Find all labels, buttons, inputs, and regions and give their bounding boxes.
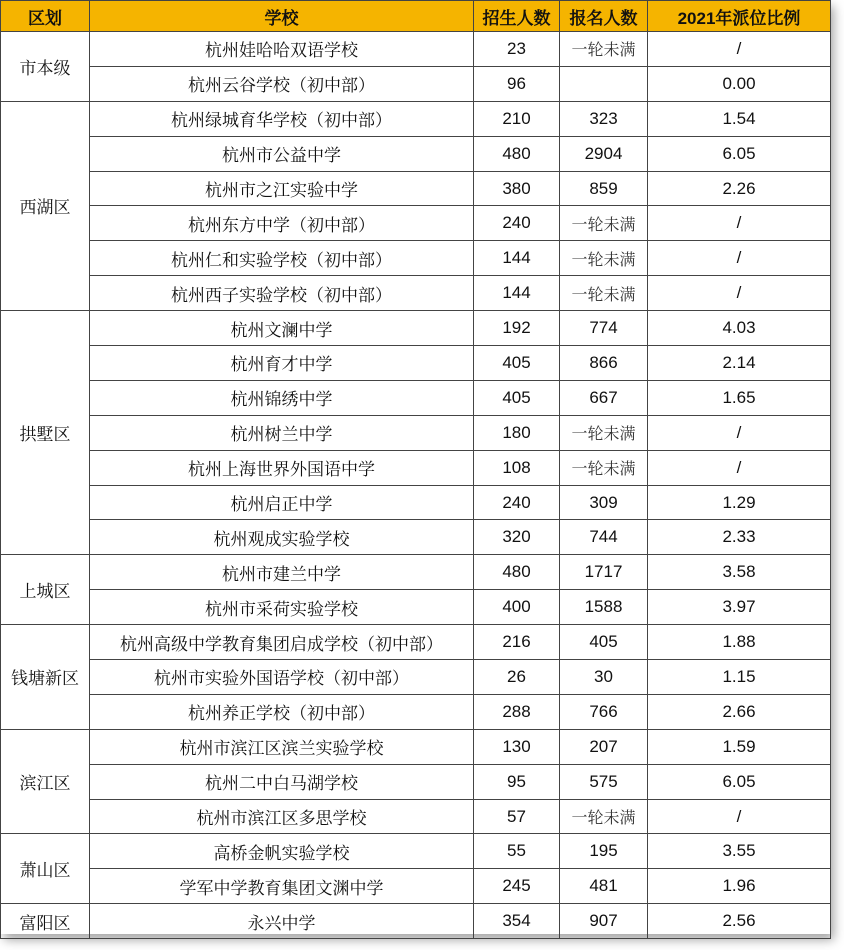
table-row [1,450,831,485]
applicants-cell: 一轮未满 [560,206,648,241]
school-cell: 永兴中学 [90,904,474,939]
table-row [1,590,831,625]
ratio-cell: 3.97 [648,590,831,625]
ratio-cell: 1.15 [648,660,831,695]
applicants-cell: 207 [560,729,648,764]
header-applicants: 报名人数 [560,1,648,32]
ratio-cell: / [648,241,831,276]
applicants-cell: 744 [560,520,648,555]
quota-cell: 240 [474,485,560,520]
table-row [1,136,831,171]
ratio-cell: 1.96 [648,869,831,904]
quota-cell: 210 [474,101,560,136]
table-row [1,625,831,660]
ratio-cell: 2.26 [648,171,831,206]
header-row [1,1,831,32]
quota-cell: 354 [474,904,560,939]
applicants-cell: 774 [560,311,648,346]
school-cell: 杭州二中白马湖学校 [90,764,474,799]
applicants-cell: 323 [560,101,648,136]
applicants-cell: 575 [560,764,648,799]
table-row [1,241,831,276]
ratio-cell: / [648,32,831,67]
school-cell: 杭州绿城育华学校（初中部） [90,101,474,136]
quota-cell: 144 [474,276,560,311]
ratio-cell: / [648,206,831,241]
quota-cell: 95 [474,764,560,799]
district-cell: 上城区 [1,555,90,625]
district-cell: 市本级 [1,32,90,102]
district-cell: 拱墅区 [1,311,90,555]
applicants-cell: 1717 [560,555,648,590]
table-row [1,834,831,869]
ratio-cell: 2.56 [648,904,831,939]
school-cell: 杭州文澜中学 [90,311,474,346]
school-cell: 杭州娃哈哈双语学校 [90,32,474,67]
quota-cell: 480 [474,555,560,590]
applicants-cell: 一轮未满 [560,799,648,834]
table-row [1,729,831,764]
quota-cell: 405 [474,380,560,415]
ratio-cell: 2.14 [648,346,831,381]
quota-cell: 57 [474,799,560,834]
applicants-cell: 309 [560,485,648,520]
table-row [1,660,831,695]
table-row [1,485,831,520]
school-cell: 杭州观成实验学校 [90,520,474,555]
applicants-cell: 766 [560,694,648,729]
quota-cell: 23 [474,32,560,67]
table-row [1,904,831,939]
school-cell: 杭州高级中学教育集团启成学校（初中部） [90,625,474,660]
school-cell: 杭州锦绣中学 [90,380,474,415]
quota-cell: 26 [474,660,560,695]
applicants-cell: 405 [560,625,648,660]
quota-cell: 96 [474,66,560,101]
table-row [1,555,831,590]
school-cell: 杭州市实验外国语学校（初中部） [90,660,474,695]
quota-cell: 400 [474,590,560,625]
ratio-cell: / [648,799,831,834]
school-cell: 杭州市建兰中学 [90,555,474,590]
quota-cell: 55 [474,834,560,869]
header-quota: 招生人数 [474,1,560,32]
school-cell: 杭州东方中学（初中部） [90,206,474,241]
quota-cell: 108 [474,450,560,485]
quota-cell: 216 [474,625,560,660]
table-body [1,32,831,939]
quota-cell: 192 [474,311,560,346]
school-cell: 高桥金帆实验学校 [90,834,474,869]
school-cell: 杭州育才中学 [90,346,474,381]
quota-cell: 245 [474,869,560,904]
applicants-cell: 30 [560,660,648,695]
district-cell: 西湖区 [1,101,90,310]
header-district: 区划 [1,1,90,32]
ratio-cell: 3.55 [648,834,831,869]
district-cell: 滨江区 [1,729,90,834]
ratio-cell: 6.05 [648,764,831,799]
applicants-cell: 一轮未满 [560,32,648,67]
school-cell: 杭州市之江实验中学 [90,171,474,206]
school-cell: 杭州西子实验学校（初中部） [90,276,474,311]
applicants-cell: 481 [560,869,648,904]
table-row [1,520,831,555]
school-cell: 杭州仁和实验学校（初中部） [90,241,474,276]
school-cell: 杭州养正学校（初中部） [90,694,474,729]
table-row [1,101,831,136]
table-row [1,32,831,67]
quota-cell: 288 [474,694,560,729]
applicants-cell: 一轮未满 [560,241,648,276]
school-cell: 杭州市采荷实验学校 [90,590,474,625]
school-cell: 杭州市公益中学 [90,136,474,171]
ratio-cell: 1.65 [648,380,831,415]
ratio-cell: 3.58 [648,555,831,590]
school-cell: 杭州启正中学 [90,485,474,520]
district-cell: 钱塘新区 [1,625,90,730]
ratio-cell: 1.88 [648,625,831,660]
table-row [1,694,831,729]
quota-cell: 320 [474,520,560,555]
quota-cell: 130 [474,729,560,764]
ratio-cell: 2.66 [648,694,831,729]
applicants-cell: 859 [560,171,648,206]
table-row [1,311,831,346]
applicants-cell: 195 [560,834,648,869]
quota-cell: 380 [474,171,560,206]
ratio-cell: / [648,450,831,485]
table-row [1,764,831,799]
quota-cell: 180 [474,415,560,450]
ratio-cell: 2.33 [648,520,831,555]
table-row [1,799,831,834]
school-cell: 杭州树兰中学 [90,415,474,450]
quota-cell: 480 [474,136,560,171]
applicants-cell: 1588 [560,590,648,625]
applicants-cell: 667 [560,380,648,415]
header-school: 学校 [90,1,474,32]
table-row [1,380,831,415]
ratio-cell: 1.59 [648,729,831,764]
school-cell: 杭州上海世界外国语中学 [90,450,474,485]
applicants-cell: 一轮未满 [560,450,648,485]
quota-cell: 405 [474,346,560,381]
school-cell: 杭州市滨江区多思学校 [90,799,474,834]
table-row [1,206,831,241]
ratio-cell: / [648,415,831,450]
quota-cell: 144 [474,241,560,276]
school-cell: 学军中学教育集团文渊中学 [90,869,474,904]
header-ratio: 2021年派位比例 [648,1,831,32]
applicants-cell: 2904 [560,136,648,171]
table-row [1,171,831,206]
ratio-cell: / [648,276,831,311]
table-row [1,276,831,311]
applicants-cell: 一轮未满 [560,415,648,450]
ratio-cell: 0.00 [648,66,831,101]
applicants-cell: 866 [560,346,648,381]
applicants-cell: 907 [560,904,648,939]
district-cell: 萧山区 [1,834,90,904]
ratio-cell: 1.54 [648,101,831,136]
table-row [1,66,831,101]
applicants-cell: 一轮未满 [560,276,648,311]
quota-cell: 240 [474,206,560,241]
table-row [1,415,831,450]
applicants-cell [560,66,648,101]
district-cell: 富阳区 [1,904,90,939]
school-cell: 杭州市滨江区滨兰实验学校 [90,729,474,764]
table-row [1,346,831,381]
ratio-cell: 1.29 [648,485,831,520]
ratio-cell: 6.05 [648,136,831,171]
table-row [1,869,831,904]
ratio-cell: 4.03 [648,311,831,346]
school-cell: 杭州云谷学校（初中部） [90,66,474,101]
